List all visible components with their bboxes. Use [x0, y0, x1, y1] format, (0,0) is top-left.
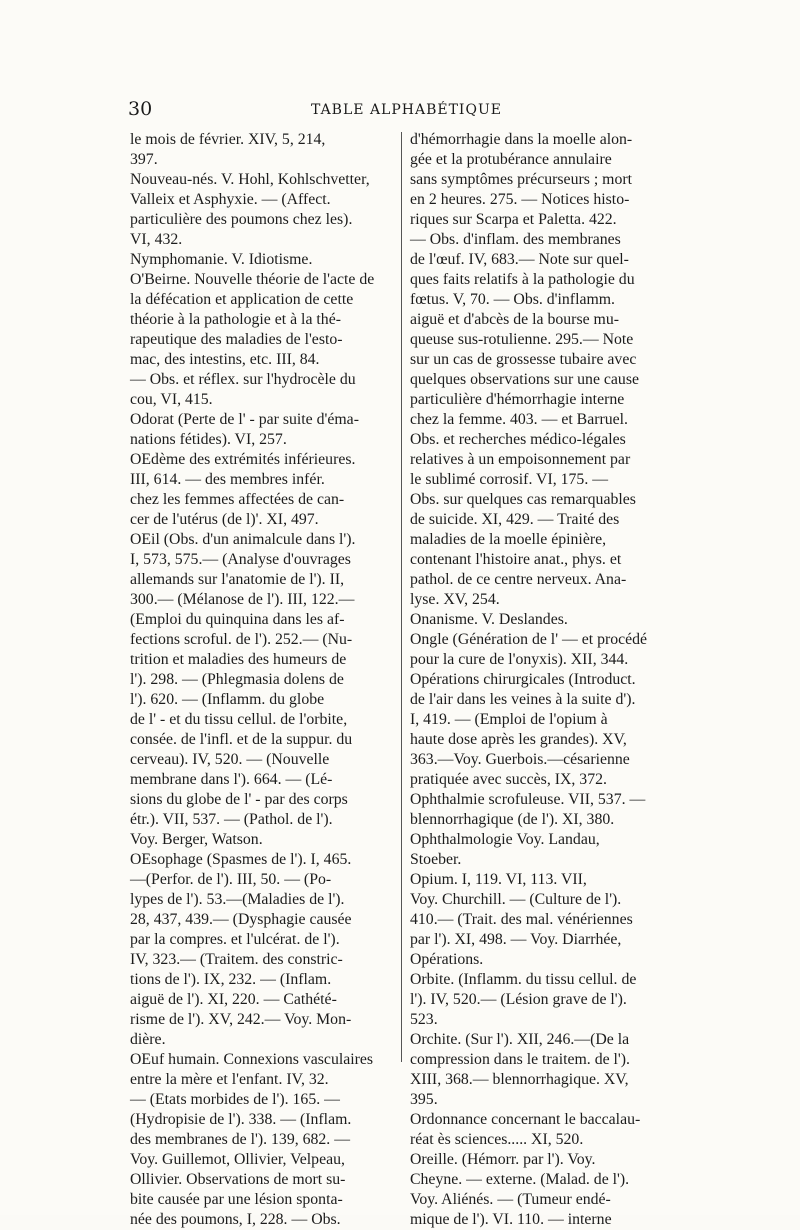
entry-line: membrane dans l'). 664. — (Lé- — [130, 771, 333, 788]
entry-line: OEdème des extrémités inférieures. — [130, 451, 356, 468]
entry-line: entre la mère et l'enfant. IV, 32. — [130, 1071, 329, 1088]
entry-line: fections scroful. de l'). 252.— (Nu- — [130, 631, 353, 648]
entry-line: de suicide. XI, 429. — Traité des — [410, 511, 620, 528]
entry-line: Opium. I, 119. VI, 113. VII, — [410, 871, 587, 888]
entry-line: aiguë de l'). XI, 220. — Cathété- — [130, 991, 337, 1008]
entry-line: de l' - et du tissu cellul. de l'orbite, — [130, 711, 348, 728]
entry-line: Ordonnance concernant le baccalau- — [410, 1111, 641, 1128]
entry-line: par l'). XI, 498. — Voy. Diarrhée, — [410, 931, 622, 948]
entry-line: Onanisme. V. Deslandes. — [410, 611, 568, 628]
entry-line: allemands sur l'anatomie de l'). II, — [130, 571, 345, 588]
entry-line: 397. — [130, 151, 158, 168]
index-entry — [130, 1050, 392, 1230]
entry-line: particulière des poumons chez les). — [130, 211, 353, 228]
entry-line: I, 573, 575.— (Analyse d'ouvrages — [130, 551, 351, 568]
index-entry — [410, 610, 675, 630]
entry-line: — Obs. d'inflam. des membranes — [410, 231, 621, 248]
entry-line: l'). 298. — (Phlegmasia dolens de — [130, 671, 344, 688]
entry-line: O'Beirne. Nouvelle théorie de l'acte de — [130, 271, 375, 288]
entry-line: le mois de février. XIV, 5, 214, — [130, 131, 326, 148]
entry-line: 363.—Voy. Guerbois.—césarienne — [410, 751, 630, 768]
index-entry — [130, 170, 392, 250]
entry-line: tions de l'). IX, 232. — (Inflam. — [130, 971, 332, 988]
index-entry — [410, 790, 675, 830]
entry-line: en 2 heures. 275. — Notices histo- — [410, 191, 630, 208]
entry-line: d'hémorrhagie dans la moelle alon- — [410, 131, 633, 148]
entry-line: consée. de l'infl. et de la suppur. du — [130, 731, 353, 748]
entry-line: IV, 323.— (Traitem. des constric- — [130, 951, 343, 968]
entry-line: particulière d'hémorrhagie interne — [410, 391, 625, 408]
entry-line: risme de l'). XV, 242.— Voy. Mon- — [130, 1011, 352, 1028]
entry-line: pratiquée avec succès, IX, 372. — [410, 771, 607, 788]
entry-line: lypes de l'). 53.—(Maladies de l'). — [130, 891, 345, 908]
entry-line: 28, 437, 439.— (Dysphagie causée — [130, 911, 352, 928]
entry-line: chez la femme. 403. — et Barruel. — [410, 411, 628, 428]
entry-line: Ophthalmie scrofuleuse. VII, 537. — — [410, 791, 646, 808]
entry-line: pour la cure de l'onyxis). XII, 344. — [410, 651, 629, 668]
index-entry — [130, 250, 392, 270]
entry-line: de l'air dans les veines à la suite d'). — [410, 691, 636, 708]
entry-line: le sublimé corrosif. VI, 175. — — [410, 471, 609, 488]
entry-line: l'). 620. — (Inflamm. du globe — [130, 691, 325, 708]
entry-line: de l'œuf. IV, 683.— Note sur quel- — [410, 251, 629, 268]
entry-line: dière. — [130, 1031, 166, 1048]
entry-line: contenant l'histoire anat., phys. et — [410, 551, 622, 568]
entry-line: (Emploi du quinquina dans les af- — [130, 611, 345, 628]
entry-line: Ollivier. Observations de mort su- — [130, 1171, 346, 1188]
entry-line: 395. — [410, 1091, 438, 1108]
entry-line: Odorat (Perte de l' - par suite d'éma- — [130, 411, 359, 428]
entry-line: cerveau). IV, 520. — (Nouvelle — [130, 751, 330, 768]
entry-line: Obs. et recherches médico-légales — [410, 431, 626, 448]
entry-line: 410.— (Trait. des mal. vénériennes — [410, 911, 633, 928]
index-entry — [410, 870, 675, 970]
index-entry — [410, 1150, 675, 1230]
entry-line: sions du globe de l' - par des corps — [130, 791, 348, 808]
entry-line: haute dose après les grandes). XV, — [410, 731, 627, 748]
left-column — [130, 130, 392, 1230]
running-title: TABLE ALPHABÉTIQUE — [311, 102, 502, 118]
entry-line: chez les femmes affectées de can- — [130, 491, 345, 508]
entry-line: sans symptômes précurseurs ; mort — [410, 171, 632, 188]
entry-line: (Hydropisie de l'). 338. — (Inflam. — [130, 1111, 352, 1128]
entry-line: I, 419. — (Emploi de l'opium à — [410, 711, 608, 728]
entry-line: Valleix et Asphyxie. — (Affect. — [130, 191, 331, 208]
index-entry — [130, 130, 392, 170]
column-divider — [401, 132, 402, 1062]
entry-line: compression dans le traitem. de l'). — [410, 1051, 630, 1068]
entry-line: Opérations chirurgicales (Introduct. — [410, 671, 636, 688]
entry-line: mac, des intestins, etc. III, 84. — [130, 351, 320, 368]
index-entry — [130, 410, 392, 450]
index-entry — [410, 830, 675, 870]
entry-line: Nymphomanie. V. Idiotisme. — [130, 251, 313, 268]
entry-line: ques faits relatifs à la pathologie du — [410, 271, 635, 288]
entry-line: quelques observations sur une cause — [410, 371, 639, 388]
entry-line: trition et maladies des humeurs de — [130, 651, 347, 668]
index-entry — [130, 530, 392, 850]
entry-line: pathol. de ce centre nerveux. Ana- — [410, 571, 627, 588]
entry-line: relatives à un empoisonnement par — [410, 451, 631, 468]
entry-line: Nouveau-nés. V. Hohl, Kohlschvetter, — [130, 171, 370, 188]
right-column — [410, 130, 675, 1230]
entry-line: — Obs. et réflex. sur l'hydrocèle du — [130, 371, 356, 388]
entry-line: Cheyne. — externe. (Malad. de l'). — [410, 1171, 630, 1188]
entry-line: par la compres. et l'ulcérat. de l'). — [130, 931, 340, 948]
entry-line: Ongle (Génération de l' — et procédé — [410, 631, 648, 648]
entry-line: sur un cas de grossesse tubaire avec — [410, 351, 637, 368]
entry-line: mique de l'). VI. 110. — interne — [410, 1211, 612, 1228]
entry-line: des membranes de l'). 139, 682. — — [130, 1131, 351, 1148]
entry-line: la défécation et application de cette — [130, 291, 354, 308]
entry-line: OEsophage (Spasmes de l'). I, 465. — [130, 851, 352, 868]
entry-line: fœtus. V, 70. — Obs. d'inflamm. — [410, 291, 615, 308]
entry-line: maladies de la moelle épinière, — [410, 531, 607, 548]
entry-line: —(Perfor. de l'). III, 50. — (Po- — [130, 871, 332, 888]
entry-line: théorie à la pathologie et à la thé- — [130, 311, 341, 328]
entry-line: Ophthalmologie Voy. Landau, — [410, 831, 600, 848]
index-entry — [410, 130, 675, 610]
entry-line: Oreille. (Hémorr. par l'). Voy. — [410, 1151, 596, 1168]
index-entry — [410, 1030, 675, 1110]
entry-line: lyse. XV, 254. — [410, 591, 500, 608]
entry-line: blennorrhagique (de l'). XI, 380. — [410, 811, 615, 828]
entry-line: Orbite. (Inflamm. du tissu cellul. de — [410, 971, 637, 988]
entry-line: gée et la protubérance annulaire — [410, 151, 612, 168]
entry-line: VI, 432. — [130, 231, 183, 248]
entry-line: OEuf humain. Connexions vasculaires — [130, 1051, 374, 1068]
entry-line: aiguë et d'abcès de la bourse mu- — [410, 311, 620, 328]
page-header — [128, 98, 688, 128]
index-entry — [130, 270, 392, 410]
entry-line: étr.). VII, 537. — (Pathol. de l'). — [130, 811, 333, 828]
index-entry — [410, 630, 675, 670]
entry-line: III, 614. — des membres infér. — [130, 471, 325, 488]
entry-line: réat ès sciences..... XI, 520. — [410, 1131, 584, 1148]
page-number: 30 — [128, 98, 153, 120]
entry-line: 300.— (Mélanose de l'). III, 122.— — [130, 591, 355, 608]
index-entry — [410, 1110, 675, 1150]
entry-line: XIII, 368.— blennorrhagique. XV, — [410, 1071, 629, 1088]
entry-line: née des poumons, I, 228. — Obs. — [130, 1211, 341, 1228]
entry-line: l'). IV, 520.— (Lésion grave de l'). — [410, 991, 627, 1008]
entry-line: OEil (Obs. d'un animalcule dans l'). — [130, 531, 356, 548]
entry-line: rapeutique des maladies de l'esto- — [130, 331, 343, 348]
index-entry — [130, 850, 392, 1050]
entry-line: Obs. sur quelques cas remarquables — [410, 491, 636, 508]
entry-line: 523. — [410, 1011, 438, 1028]
entry-line: Stoeber. — [410, 851, 462, 868]
entry-line: bite causée par une lésion sponta- — [130, 1191, 343, 1208]
entry-line: cer de l'utérus (de l)'. XI, 497. — [130, 511, 319, 528]
index-entry — [410, 970, 675, 1030]
entry-line: Opérations. — [410, 951, 484, 968]
entry-line: — (Etats morbides de l'). 165. — — [130, 1091, 340, 1108]
entry-line: cou, VI, 415. — [130, 391, 213, 408]
entry-line: Voy. Aliénés. — (Tumeur endé- — [410, 1191, 611, 1208]
entry-line: Voy. Berger, Watson. — [130, 831, 263, 848]
entry-line: riques sur Scarpa et Paletta. 422. — [410, 211, 617, 228]
entry-line: nations fétides). VI, 257. — [130, 431, 287, 448]
index-entry — [410, 670, 675, 790]
entry-line: Orchite. (Sur l'). XII, 246.—(De la — [410, 1031, 630, 1048]
entry-line: Voy. Churchill. — (Culture de l'). — [410, 891, 622, 908]
index-entry — [130, 450, 392, 530]
entry-line: Voy. Guillemot, Ollivier, Velpeau, — [130, 1151, 345, 1168]
entry-line: queuse sus-rotulienne. 295.— Note — [410, 331, 634, 348]
